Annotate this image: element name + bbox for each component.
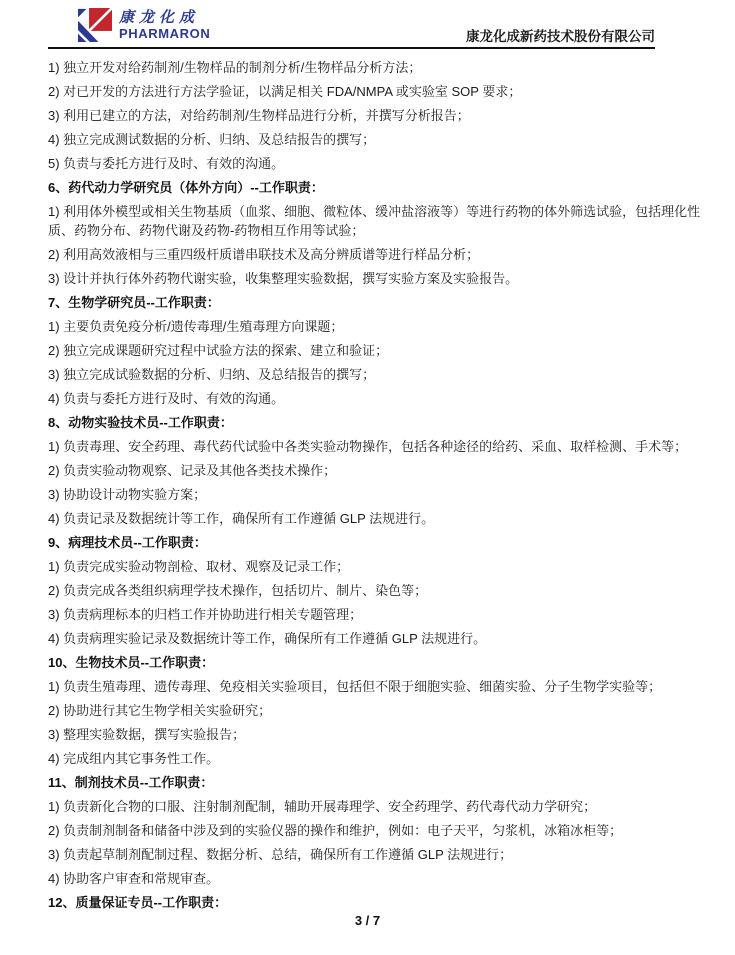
job-duty-item: 3) 负责病理标本的归档工作并协助进行相关专题管理；: [48, 607, 363, 622]
job-duty-item: 1) 负责毒理、安全药理、毒代药代试验中各类实验动物操作，包括各种途径的给药、采血、取样检测、手术等；: [48, 439, 688, 454]
job-duty-item: 3) 独立完成试验数据的分析、归纳、及总结报告的撰写；: [48, 367, 376, 382]
job-duty-item: 1) 负责生殖毒理、遗传毒理、免疫相关实验项目，包括但不限于细胞实验、细菌实验、分子生物学实验等；: [48, 679, 662, 694]
company-logo: [78, 8, 210, 42]
job-duty-item: 3) 利用已建立的方法，对给药制剂/生物样品进行分析，并撰写分析报告；: [48, 108, 470, 123]
job-duty-item: 2) 负责实验动物观察、记录及其他各类技术操作；: [48, 463, 337, 478]
job-duty-item: 2) 协助进行其它生物学相关实验研究；: [48, 703, 272, 718]
document-body: [48, 51, 703, 917]
section-heading: 10、生物技术员--工作职责：: [48, 655, 215, 670]
job-duty-item: 4) 负责病理实验记录及数据统计等工作，确保所有工作遵循 GLP 法规进行。: [48, 631, 487, 646]
logo-chinese-name: 康龙化成: [119, 9, 200, 26]
job-duty-item: 2) 负责完成各类组织病理学技术操作，包括切片、制片、染色等；: [48, 583, 428, 598]
section-heading: 11、制剂技术员--工作职责：: [48, 775, 214, 790]
section-heading: 7、生物学研究员--工作职责：: [48, 295, 220, 310]
job-duty-item: 1) 负责新化合物的口服、注射制剂配制，辅助开展毒理学、安全药理学、药代毒代动力学研究；: [48, 799, 597, 814]
job-duty-item: 2) 利用高效液相与三重四级杆质谱串联技术及高分辨质谱等进行样品分析；: [48, 247, 480, 262]
company-name: 康龙化成新药技术股份有限公司: [466, 29, 655, 44]
job-duty-item: 5) 负责与委托方进行及时、有效的沟通。: [48, 156, 285, 171]
job-duty-item: 4) 负责记录及数据统计等工作，确保所有工作遵循 GLP 法规进行。: [48, 511, 435, 526]
job-duty-item: 3) 整理实验数据，撰写实验报告；: [48, 727, 246, 742]
section-heading: 9、病理技术员--工作职责：: [48, 535, 207, 550]
job-duty-item: 2) 独立完成课题研究过程中试验方法的探索、建立和验证；: [48, 343, 389, 358]
job-duty-item: 1) 利用体外模型或相关生物基质（血浆、细胞、微粒体、缓冲盐溶液等）等进行药物的体外筛选试验，包括理化性质、药物分布、药物代谢及药物-药物相互作用等试验；: [48, 204, 701, 238]
header-divider: [48, 47, 655, 49]
section-heading: 6、药代动力学研究员（体外方向）--工作职责：: [48, 180, 324, 195]
job-duty-item: 4) 协助客户审查和常规审查。: [48, 871, 220, 886]
job-duty-item: 2) 负责制剂制备和储备中涉及到的实验仪器的操作和维护，例如：电子天平，匀浆机，冰箱冰柜等；: [48, 823, 623, 838]
logo-wordmark: [119, 10, 210, 40]
job-duty-item: 3) 设计并执行体外药物代谢实验，收集整理实验数据，撰写实验方案及实验报告。: [48, 271, 519, 286]
job-duty-item: 4) 负责与委托方进行及时、有效的沟通。: [48, 391, 285, 406]
job-duty-item: 2) 对已开发的方法进行方法学验证，以满足相关 FDA/NMPA 或实验室 SOP 要求；: [48, 84, 522, 99]
job-duty-item: 1) 独立开发对给药制剂/生物样品的制剂分析/生物样品分析方法；: [48, 60, 422, 75]
job-duty-item: 4) 独立完成测试数据的分析、归纳、及总结报告的撰写；: [48, 132, 376, 147]
job-duty-item: 3) 负责起草制剂配制过程、数据分析、总结，确保所有工作遵循 GLP 法规进行；: [48, 847, 513, 862]
page-number: 3 / 7: [354, 913, 381, 928]
pharmaron-logo-icon: [78, 8, 112, 42]
job-duty-item: 1) 负责完成实验动物剖检、取材、观察及记录工作；: [48, 559, 350, 574]
section-heading: 8、动物实验技术员--工作职责：: [48, 415, 233, 430]
job-duty-item: 4) 完成组内其它事务性工作。: [48, 751, 220, 766]
section-heading: 12、质量保证专员--工作职责：: [48, 895, 228, 910]
job-duty-item: 3) 协助设计动物实验方案；: [48, 487, 207, 502]
job-duty-item: 1) 主要负责免疫分析/遗传毒理/生殖毒理方向课题；: [48, 319, 344, 334]
page-header: [0, 0, 735, 49]
logo-latin-name: PHARMARON: [119, 26, 211, 41]
